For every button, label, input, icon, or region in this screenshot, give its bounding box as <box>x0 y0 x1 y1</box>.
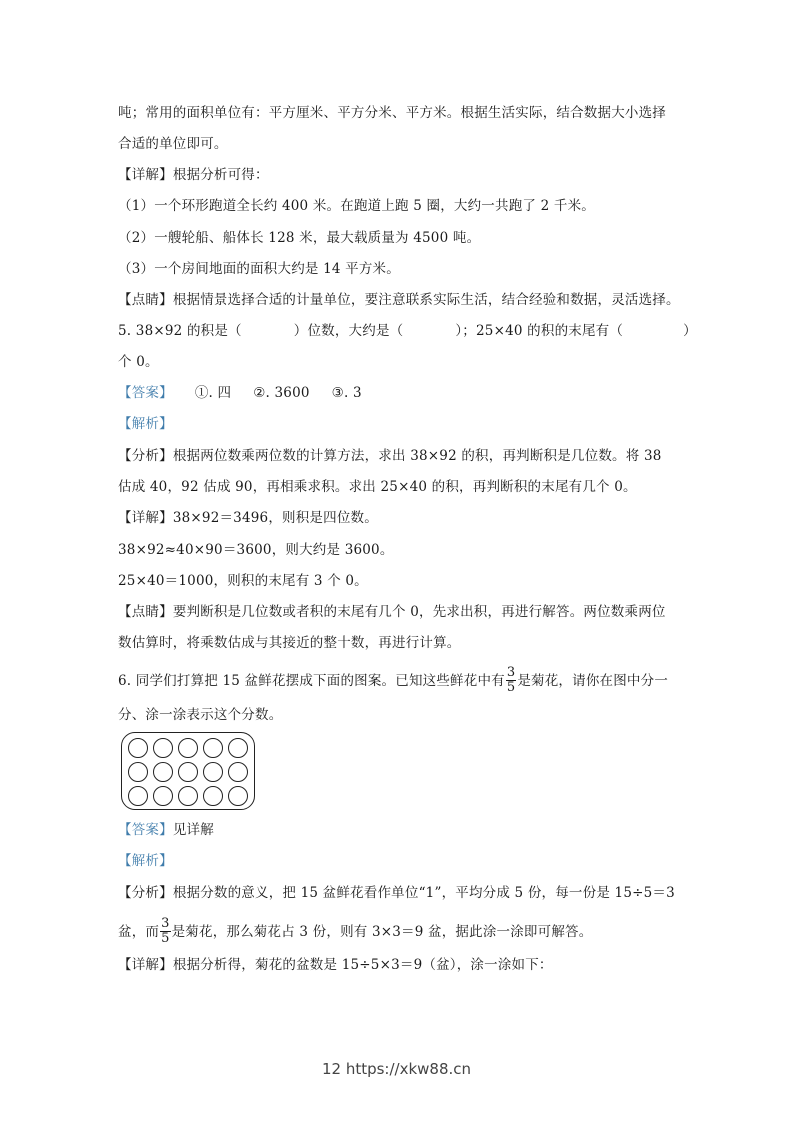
answer-text: 见详解 <box>172 822 214 838</box>
q6-fenxi-line-1 <box>118 883 688 903</box>
q6-fenxi-line-2 <box>118 918 688 947</box>
q5-detail-line-2: 38×92≈40×90＝3600，则大约是 3600。 <box>118 542 394 558</box>
continuation-line-2: 合适的单位即可。 <box>118 136 228 152</box>
flower-pot-circle <box>178 738 198 758</box>
fenxi-text-2b: 是菊花，那么菊花占 3 份，则有 3×3＝9 盆，据此涂一涂即可解答。 <box>171 924 593 940</box>
q5-detail-line-1 <box>118 508 688 528</box>
q4-tip <box>118 290 688 310</box>
q6-text-after: 是菊花，请你在图中分一 <box>517 673 669 689</box>
q4-detail-item-1: （1）一个环形跑道全长约 400 米。在跑道上跑 5 圈，大约一共跑了 2 千米。 <box>118 198 595 214</box>
fenxi-text-1: 根据两位数乘两位数的计算方法，求出 38×92 的积，再判断积是几位数。将 38 <box>172 448 662 464</box>
detail-label: 【详解】 <box>118 167 173 183</box>
flower-pot-circle <box>153 786 173 806</box>
q5-fenxi-line-1 <box>118 446 688 466</box>
flower-pot-circle <box>203 762 223 782</box>
continuation-line-1: 吨；常用的面积单位有：平方厘米、平方分米、平方米。根据生活实际，结合数据大小选择 <box>118 105 666 121</box>
page-number: 12 <box>321 1060 342 1078</box>
q5-part-3: ）；25×40 的积的末尾有（ <box>455 323 624 339</box>
fenxi-text-1: 根据分数的意义，把 15 盆鲜花看作单位“1”，平均分成 5 份，每一份是 15÷5＝3 <box>172 885 675 901</box>
q5-detail-line-3: 25×40＝1000，则积的末尾有 3 个 0。 <box>118 573 368 589</box>
q5-part-2: ）位数，大约是（ <box>293 323 404 339</box>
q6-analysis-label: 【解析】 <box>118 853 173 869</box>
flower-pot-circle <box>178 762 198 782</box>
q6-detail-line <box>118 955 688 975</box>
answer-2: ②. 3600 <box>253 385 310 401</box>
flower-pot-circle <box>228 738 248 758</box>
q6-question-line-1 <box>118 667 688 696</box>
q5-question-line-2: 个 0。 <box>118 354 159 370</box>
flower-pot-circle <box>153 762 173 782</box>
fenxi-label: 【分析】 <box>118 885 173 901</box>
flower-pot-circle <box>203 786 223 806</box>
tip-text-1: 要判断积是几位数或者积的末尾有几个 0，先求出积，再进行解答。两位数乘两位 <box>172 604 666 620</box>
flower-grid <box>128 738 249 807</box>
detail-label: 【详解】 <box>118 510 173 526</box>
detail-intro: 根据分析可得： <box>172 167 269 183</box>
answer-1: ①. 四 <box>194 385 232 401</box>
flower-pot-circle <box>178 786 198 806</box>
fraction-three-fifths: $\frac{3}{5}$ <box>161 916 170 946</box>
answer-label: 【答案】 <box>118 822 173 838</box>
q4-detail-heading <box>118 165 688 185</box>
q5-fenxi-line-2: 估成 40，92 估成 90，再相乘求积。求出 25×40 的积，再判断积的末尾有几个 0。 <box>118 479 637 495</box>
detail-text-1: 38×92＝3496，则积是四位数。 <box>172 510 378 526</box>
q5-tip-line-2: 数估算时，将乘数估成与其接近的整十数，再进行计算。 <box>118 635 461 651</box>
q5-part-4: ） <box>683 323 697 339</box>
flower-pot-circle <box>128 786 148 806</box>
fenxi-label: 【分析】 <box>118 448 173 464</box>
q6-number: 6. <box>118 673 132 689</box>
footer-url[interactable]: https://xkw88.cn <box>345 1060 472 1078</box>
fraction-three-fifths: $\frac{3}{5}$ <box>506 665 516 695</box>
flower-pot-circle <box>128 762 148 782</box>
flower-pot-circle <box>153 738 173 758</box>
q4-detail-item-3: （3）一个房间地面的面积大约是 14 平方米。 <box>118 261 400 277</box>
flower-pot-circle <box>128 738 148 758</box>
answer-3: ③. 3 <box>331 385 362 401</box>
flower-pot-circle <box>203 738 223 758</box>
q5-number: 5. <box>118 323 132 339</box>
q4-detail-item-2: （2）一艘轮船、船体长 128 米，最大载质量为 4500 吨。 <box>118 230 481 246</box>
q5-answer-row <box>118 383 688 403</box>
flower-pot-circle <box>228 762 248 782</box>
detail-label: 【详解】 <box>118 957 173 973</box>
q6-question-line-2: 分、涂一涂表示这个分数。 <box>118 707 283 723</box>
q6-text-before: 同学们打算把 15 盆鲜花摆成下面的图案。已知这些鲜花中有 <box>135 673 505 689</box>
flower-pot-circle <box>228 786 248 806</box>
detail-text: 根据分析得，菊花的盆数是 15÷5×3＝9（盆），涂一涂如下： <box>172 957 553 973</box>
fenxi-text-2a: 盆，而 <box>118 924 160 940</box>
q5-tip-line-1 <box>118 602 688 622</box>
answer-label: 【答案】 <box>118 385 173 401</box>
tip-label: 【点睛】 <box>118 604 173 620</box>
q6-answer-row <box>118 820 688 840</box>
tip-text: 根据情景选择合适的计量单位，要注意联系实际生活，结合经验和数据，灵活选择。 <box>172 292 680 308</box>
q5-analysis-label: 【解析】 <box>118 416 173 432</box>
q5-part-1: 38×92 的积是（ <box>135 323 242 339</box>
q5-question-line-1 <box>118 321 697 341</box>
page-footer <box>0 1060 793 1078</box>
flower-arrangement-figure <box>121 732 255 810</box>
tip-label: 【点睛】 <box>118 292 173 308</box>
